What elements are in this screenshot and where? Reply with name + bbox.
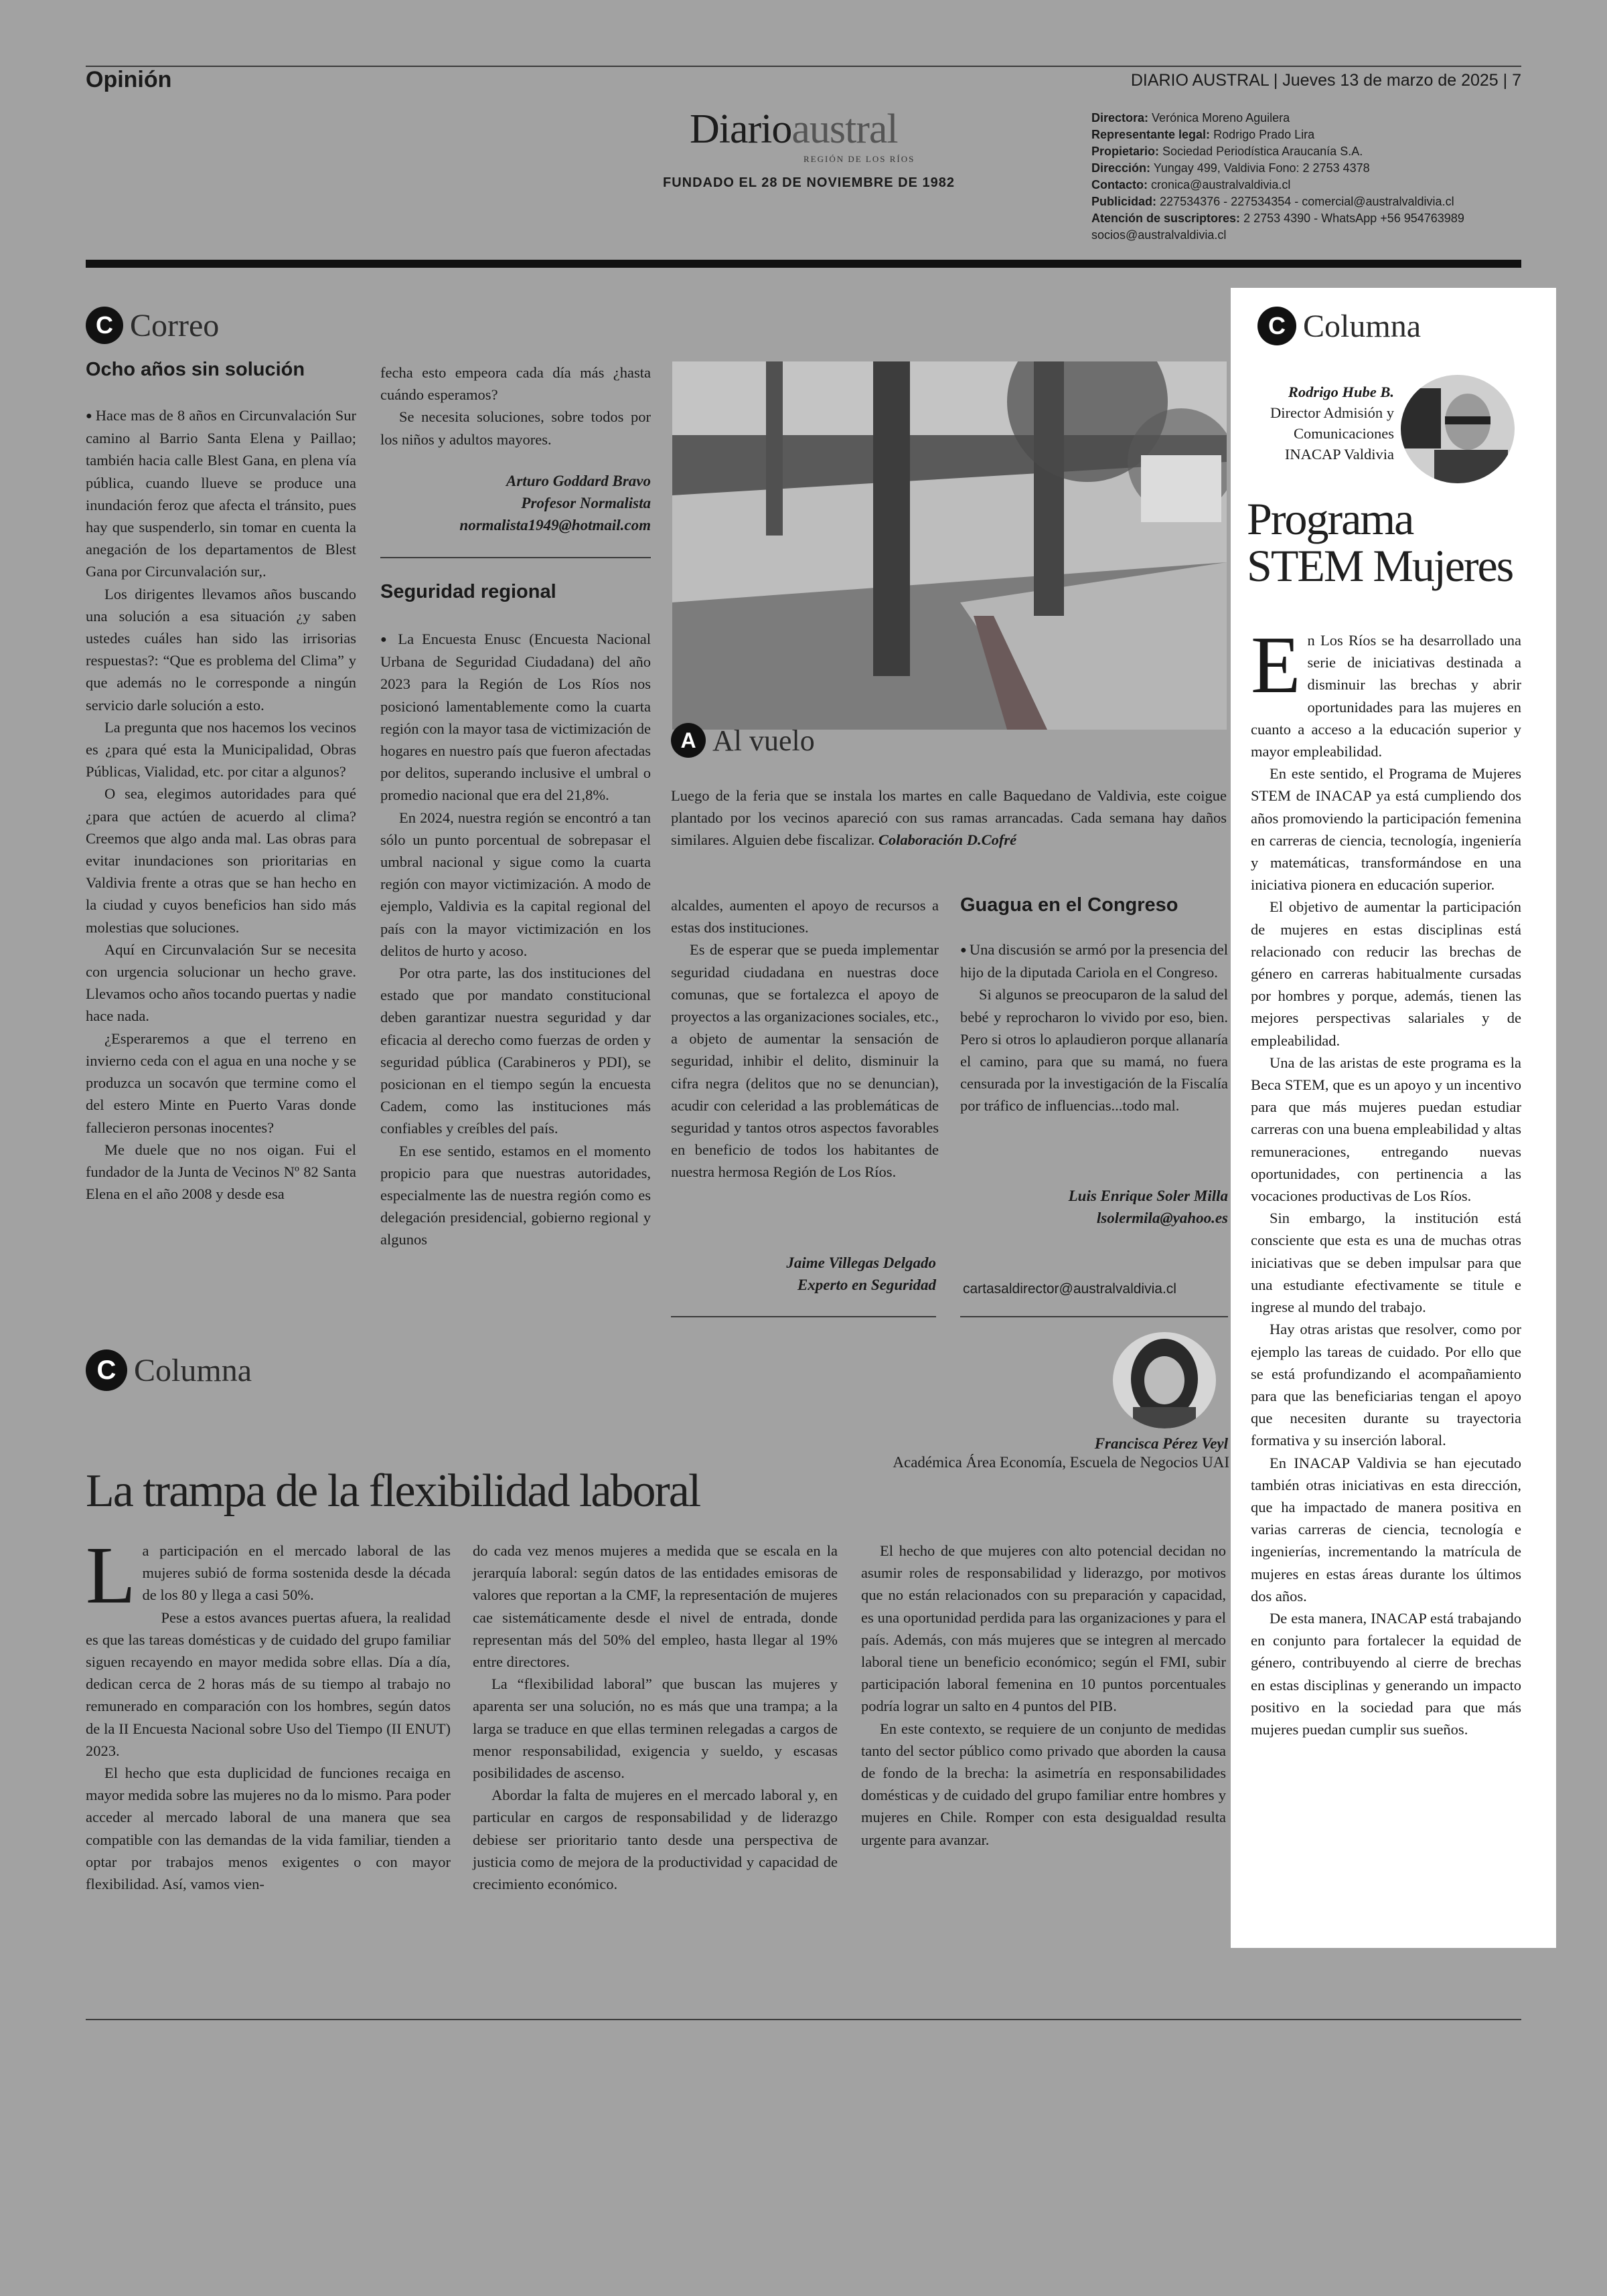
letter1-column-2 <box>380 361 651 450</box>
paragraph: Aquí en Circunvalación Sur se necesita con urgencia solucionar un hecho grave. Llevamos ocho años tocando puertas y nadie hace nada. <box>86 940 356 1025</box>
stem-author-org: INACAP Valdivia <box>1284 446 1394 463</box>
letter1-signature <box>380 470 651 536</box>
signature-email: lsolermila@yahoo.es <box>1096 1210 1228 1226</box>
stem-article-title <box>1247 495 1513 589</box>
stem-title-line: Programa <box>1247 493 1413 544</box>
paragraph: En este contexto, se requiere de un conjunto de medidas tanto del sector público como privado que aborden la causa de fondo de la brecha: la asimetría en responsabilidades domésticas y de cuidado del grupo familiar entre hombres y mujeres en Chile. Romper con esta desigualdad resulta urgente para avanzar. <box>861 1720 1226 1848</box>
paragraph: El objetivo de aumentar la participación de mujeres en estas disciplinas está relacionado con reducir las brechas de género en carreras habitualmente cursadas por hombres y porque, además, tienen las mejores perspectivas salariales y de empleabilidad. <box>1251 898 1521 1049</box>
flex-author-role: Académica Área Economía, Escuela de Negocios UAI <box>893 1454 1229 1471</box>
paragraph: El hecho que esta duplicidad de funciones recaiga en mayor medida sobre las mujeres no da lo mismo. Para poder acceder al mercado laboral de una manera que sea compatible con las demandas de la vida familiar, tienden a optar por trabajos menos exigentes o con mayor flexibilidad. Así, vamos vien- <box>86 1765 451 1893</box>
paragraph: ● La Encuesta Enusc (Encuesta Nacional Urbana de Seguridad Ciudadana) del año 2023 para la Región de Los Ríos nos posicionó lamentablemente como la cuarta región con la mayor tasa de victimización de hogares en nuestro país que fueron afectadas por delitos, superando inclusive el umbral o promedio nacional que era del 21,8%. <box>380 628 651 807</box>
staff-line: Dirección: Yungay 499, Valdivia Fono: 2 2753 4378 <box>1091 161 1370 175</box>
stem-title-line: STEM Mujeres <box>1247 540 1513 591</box>
flex-author-name: Francisca Pérez Veyl <box>1094 1435 1228 1452</box>
al-vuelo-credit: Colaboración D.Cofré <box>878 831 1017 849</box>
letter-divider <box>380 557 651 558</box>
paragraph: Se necesita soluciones, sobre todos por los niños y adultos mayores. <box>380 408 651 448</box>
staff-line: Representante legal: Rodrigo Prado Lira <box>1091 128 1315 141</box>
stem-author-info <box>1239 382 1394 465</box>
staff-line: Publicidad: 227534376 - 227534354 - comercial@australvaldivia.cl <box>1091 195 1454 208</box>
correo-circle-icon: C <box>86 307 123 344</box>
paragraph: La pregunta que nos hacemos los vecinos es ¿para qué esta la Municipalidad, Obras Públicas, Vialidad, etc. por citar a algunos? <box>86 718 356 781</box>
letter3-signature <box>960 1185 1228 1229</box>
columna-stem-head <box>1257 307 1421 345</box>
paragraph: Me duele que no nos oigan. Fui el fundador de la Junta de Vecinos Nº 82 Santa Elena en el año 2008 y desde esa <box>86 1141 356 1203</box>
staff-line: Propietario: Sociedad Periodística Araucanía S.A. <box>1091 145 1363 158</box>
logo-main: Diario <box>690 106 792 152</box>
staff-line: Contacto: cronica@australvaldivia.cl <box>1091 178 1291 191</box>
letter2-column-2 <box>380 628 651 1251</box>
columna-stem-label: Columna <box>1303 308 1421 344</box>
paragraph: En este sentido, el Programa de Mujeres STEM de INACAP ya está cumpliendo dos años promoviendo la participación femenina en carreras de ciencia, tecnología, ingeniería y matemáticas, transformándose en una iniciativa pionera en educación superior. <box>1251 765 1521 894</box>
signature-name: Arturo Goddard Bravo <box>506 473 651 489</box>
signature-email: normalista1949@hotmail.com <box>459 517 651 534</box>
paragraph: ¿Esperaremos a que el terreno en invierno ceda con el agua en una noche y se produzca un socavón que termine como el del estero Minte en Puerto Varas donde fallecieron personas inocentes? <box>86 1030 356 1136</box>
dropcap: E <box>1251 620 1301 710</box>
paragraph: ● Hace mas de 8 años en Circunvalación Sur camino al Barrio Santa Elena y Paillao; también hacia calle Blest Gana, en plena vía pública, cuando llueve se produce una inundación feroz que afecta el tránsito, pues hay que suspenderlo, sin tomar en cuenta la anegación de los departamentos de Blest Gana por Circunvalación sur,. <box>86 404 356 583</box>
paragraph: alcaldes, aumenten el apoyo de recursos a estas dos instituciones. <box>671 897 939 936</box>
al-vuelo-photo <box>672 361 1227 730</box>
signature-role: Profesor Normalista <box>521 495 651 511</box>
staff-box <box>1091 110 1520 244</box>
paragraph: O sea, elegimos autoridades para qué ¿para que actúen de acuerdo al clima? Creemos que algo anda mal. Las obras para evitar inundaciones son prioritarias en Valdivia frente a otras que se han hecho en la ciudad y cuyos beneficios han sido más molestias que soluciones. <box>86 785 356 936</box>
author-portrait-image <box>1401 375 1515 483</box>
paragraph: do cada vez menos mujeres a medida que se escala en la jerarquía laboral: según datos de las entidades emisoras de valores que reportan a la CMF, la representación de mujeres cae sistemáticamente desde el nivel de entrada, donde representan más del 50% del empleo, hasta llegar al 19% entre directores. <box>473 1542 838 1671</box>
paragraph: En 2024, nuestra región se encontró a tan sólo un punto porcentual de sobrepasar el umbral nacional y sigue como la cuarta región con mayor victimización. A modo de ejemplo, Valdivia es la capital regional del país con la mayor victimización en los delitos de hurto y acoso. <box>380 809 651 959</box>
al-vuelo-caption: Luego de la feria que se instala los martes en calle Baquedano de Valdivia, este coigue plantado por los vecinos apareció con sus ramas arrancadas. Cada semana hay daños similares. Alguien debe fiscalizar. <box>671 787 1227 849</box>
letter1-column-1 <box>86 404 356 1205</box>
staff-line: socios@australvaldivia.cl <box>1091 228 1227 242</box>
stem-author-role: Comunicaciones <box>1294 425 1394 442</box>
section-label: Opinión <box>86 67 172 92</box>
flex-column-2 <box>473 1540 838 1895</box>
letter2-title: Seguridad regional <box>380 581 556 602</box>
col-bottom-rule-2 <box>960 1316 1228 1317</box>
flex-article-title: La trampa de la flexibilidad laboral <box>86 1465 700 1517</box>
paragraph: En Los Ríos se ha desarrollado una serie de iniciativas destinada a disminuir las brechas y abrir oportunidades para las mujeres en cuanto a acceso a la educación superior y mayor empleabilidad. <box>1251 620 1521 760</box>
columna-flex-head <box>86 1349 252 1391</box>
author-portrait-image <box>1113 1332 1216 1428</box>
correo-section-head <box>86 307 219 344</box>
al-vuelo-head <box>671 723 815 758</box>
letters-contact-email[interactable]: cartasaldirector@australvaldivia.cl <box>963 1281 1176 1297</box>
paragraph: Los dirigentes llevamos años buscando una solución a esa situación ¿y saben ustedes cuáles han sido las irrisorias respuestas?: “Que es problema del Clima” y que además no le corresponde a ningún servicio darle solución a esto. <box>86 585 356 714</box>
signature-name: Luis Enrique Soler Milla <box>1068 1187 1228 1204</box>
letter2-column-3 <box>671 894 939 1183</box>
stem-author-name: Rodrigo Hube B. <box>1288 384 1394 400</box>
stem-author-role: Director Admisión y <box>1270 404 1394 421</box>
al-vuelo-caption-block <box>671 785 1227 851</box>
paragraph: Si algunos se preocuparon de la salud del bebé y reprocharon lo vivido por eso, bien. Pero si otros lo aplaudieron porque allanaría el camino, para que su mamá, no fuera censurada por la investigación de la Fiscalía por tráfico de influencias...todo mal. <box>960 986 1228 1115</box>
signature-name: Jaime Villegas Delgado <box>786 1254 936 1271</box>
paragraph: Abordar la falta de mujeres en el mercado laboral y, en particular en cargos de responsabilidad y de liderazgo debiese ser prioritario tanto desde una perspectiva de justicia como de mejora de la productividad y capacidad de crecimiento económico. <box>473 1787 838 1893</box>
author-photo-hube <box>1401 375 1515 483</box>
paragraph: Es de esperar que se pueda implementar seguridad ciudadana en nuestras doce comunas, que se fortalezca el apoyo de proyectos a las organizaciones sociales, etc., a objeto de aumentar la sensación de seguridad, inhibir el delito, disminuir la cifra negra (delitos que no se denuncian), acudir con celeridad a las problemáticas de seguridad y tantos otros aspectos favorables en beneficio de todos los habitantes de nuestra hermosa Región de Los Ríos. <box>671 941 939 1181</box>
signature-role: Experto en Seguridad <box>797 1277 936 1293</box>
founded-line: FUNDADO EL 28 DE NOVIEMBRE DE 1982 <box>663 175 955 190</box>
bottom-rule <box>86 2019 1521 2020</box>
columna-flex-circle-icon: C <box>86 1349 127 1391</box>
street-photo-image <box>672 361 1227 730</box>
paragraph: ● Una discusión se armó por la presencia del hijo de la diputada Cariola en el Congreso. <box>960 938 1228 983</box>
paragraph: De esta manera, INACAP está trabajando en conjunto para fortalecer la equidad de género, contribuyendo al cierre de brechas en estas disciplinas y generando un impacto positivo en la sociedad para que más mujeres puedan cumplir sus sueños. <box>1251 1609 1521 1738</box>
paragraph: Pese a estos avances puertas afuera, la realidad es que las tareas domésticas y de cuidado del grupo familiar siguen recayendo en mayor medida sobre ellas. Día a día, dedican cerca de 2 horas más de su tiempo al trabajo no remunerado en comparación con los hombres, según datos de la II Encuesta Nacional sobre Uso del Tiempo (II ENUT) 2023. <box>86 1609 451 1759</box>
al-vuelo-label: Al vuelo <box>712 724 815 757</box>
columna-stem-circle-icon: C <box>1257 307 1296 345</box>
staff-line: Directora: Verónica Moreno Aguilera <box>1091 111 1290 125</box>
paragraph: La “flexibilidad laboral” que buscan las mujeres y aparenta ser una solución, no es más que una trampa; a la larga se traduce en que ellas terminen relegadas a cargos de menor responsabilidad, exigencia y sueldo, y escasas posibilidades de ascenso. <box>473 1675 838 1782</box>
staff-line: Atención de suscriptores: 2 2753 4390 - WhatsApp +56 954763989 <box>1091 212 1464 225</box>
correo-label: Correo <box>130 307 220 343</box>
paragraph: El hecho de que mujeres con alto potencial decidan no asumir roles de responsabilidad y liderazgo, por motivos que no están relacionados con su preparación y capacidad, es una oportunidad perdida para las organizaciones y para el país. Además, con más mujeres que se integren al mercado laboral tiene un beneficio económico; según el FMI, subir participación laboral femenina en 10 puntos porcentuales podría lograr un salto en 4 puntos del PIB. <box>861 1542 1226 1715</box>
col-bottom-rule-1 <box>671 1316 936 1317</box>
paragraph: En INACAP Valdivia se han ejecutado también otras iniciativas en esta dirección, que ha impactado de manera positiva en varias carreras de ciencia, tecnología e ingenierías, incrementando la matrícula de mujeres en estas áreas durante los últimos dos años. <box>1251 1454 1521 1605</box>
paragraph: En ese sentido, estamos en el momento propicio para que nuestras autoridades, especialmente las de nuestra región como es delegación presidencial, gobierno regional y algunos <box>380 1142 651 1248</box>
paragraph: fecha esto empeora cada día más ¿hasta cuándo esperamos? <box>380 364 651 404</box>
paragraph: La participación en el mercado laboral de las mujeres subió de forma sostenida desde la década de los 80 y llega a casi 50%. <box>86 1530 451 1621</box>
stem-column-text <box>1251 620 1521 1740</box>
letter2-signature <box>671 1252 936 1296</box>
paragraph: Por otra parte, las dos instituciones del estado que por mandato constitucional deben garantizar nuestra seguridad y dar eficacia al derecho como fuerzas de orden y seguridad pública (Carabineros y PDI), se posicionan en el tiempo según la encuesta Cadem, como las instituciones más confiables y creíbles del país. <box>380 965 651 1137</box>
author-photo-perez <box>1113 1332 1216 1428</box>
top-rule <box>86 66 1521 67</box>
paper-info: DIARIO AUSTRAL | Jueves 13 de marzo de 2025 | 7 <box>1130 71 1521 90</box>
flex-column-3 <box>861 1540 1226 1851</box>
al-vuelo-circle-icon: A <box>671 723 706 758</box>
header-thick-rule <box>86 260 1521 268</box>
paragraph: Sin embargo, la institución está consciente que esta es una de muchas otras iniciativas que se deben impulsar para que una estudiante efectivamente se titule e ingrese al mundo del trabajo. <box>1251 1210 1521 1316</box>
columna-flex-label: Columna <box>134 1352 252 1388</box>
paragraph: Una de las aristas de este programa es la Beca STEM, que es un apoyo y un incentivo para que más mujeres puedan estudiar carreras con una buena empleabilidad y altas remuneraciones, entregando nuevas oportunidades, con pertinencia a las vocaciones productivas de Los Ríos. <box>1251 1054 1521 1205</box>
dropcap: L <box>86 1530 136 1621</box>
flex-column-1 <box>86 1530 451 1895</box>
letter1-title: Ocho años sin solución <box>86 359 305 380</box>
logo-subtitle: REGIÓN DE LOS RÍOS <box>804 154 915 164</box>
logo-light: austral <box>791 106 898 152</box>
letter3-column <box>960 938 1228 1117</box>
letter3-title: Guagua en el Congreso <box>960 894 1178 916</box>
masthead-logo <box>690 106 898 153</box>
paragraph: Hay otras aristas que resolver, como por ejemplo las tareas de cuidado. Por ello que se está profundizando el acompañamiento para que las beneficiarias tengan el apoyo que necesiten durante su trayectoria formativa y su inserción laboral. <box>1251 1321 1521 1449</box>
